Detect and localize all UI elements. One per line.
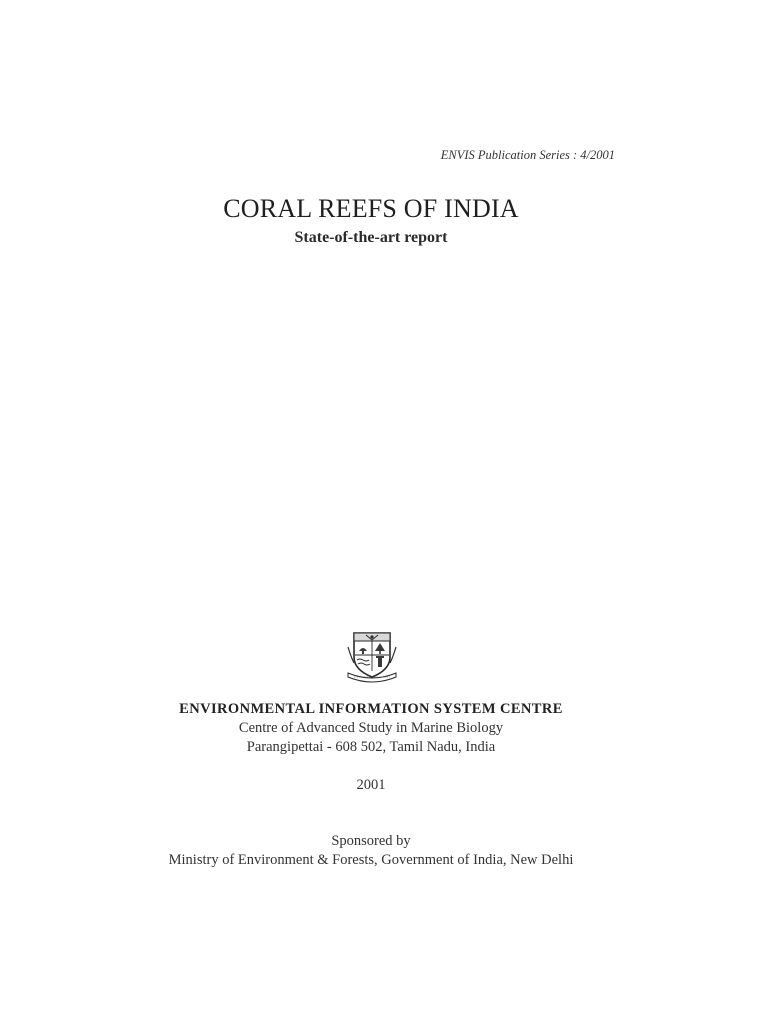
publication-series: ENVIS Publication Series : 4/2001 [440, 148, 615, 162]
university-crest-icon [344, 627, 400, 683]
department-name: Centre of Advanced Study in Marine Biology [238, 720, 504, 736]
address-line: Parangipettai - 608 502, Tamil Nadu, India [246, 739, 496, 755]
publication-year: 2001 [356, 777, 386, 793]
document-title: CORAL REEFS OF INDIA [223, 194, 519, 223]
sponsor-name: Ministry of Environment & Forests, Government of India, New Delhi [168, 852, 574, 868]
sponsored-by-label: Sponsored by [331, 833, 411, 849]
organization-name: ENVIRONMENTAL INFORMATION SYSTEM CENTRE [179, 701, 563, 717]
document-subtitle: State-of-the-art report [294, 229, 448, 246]
